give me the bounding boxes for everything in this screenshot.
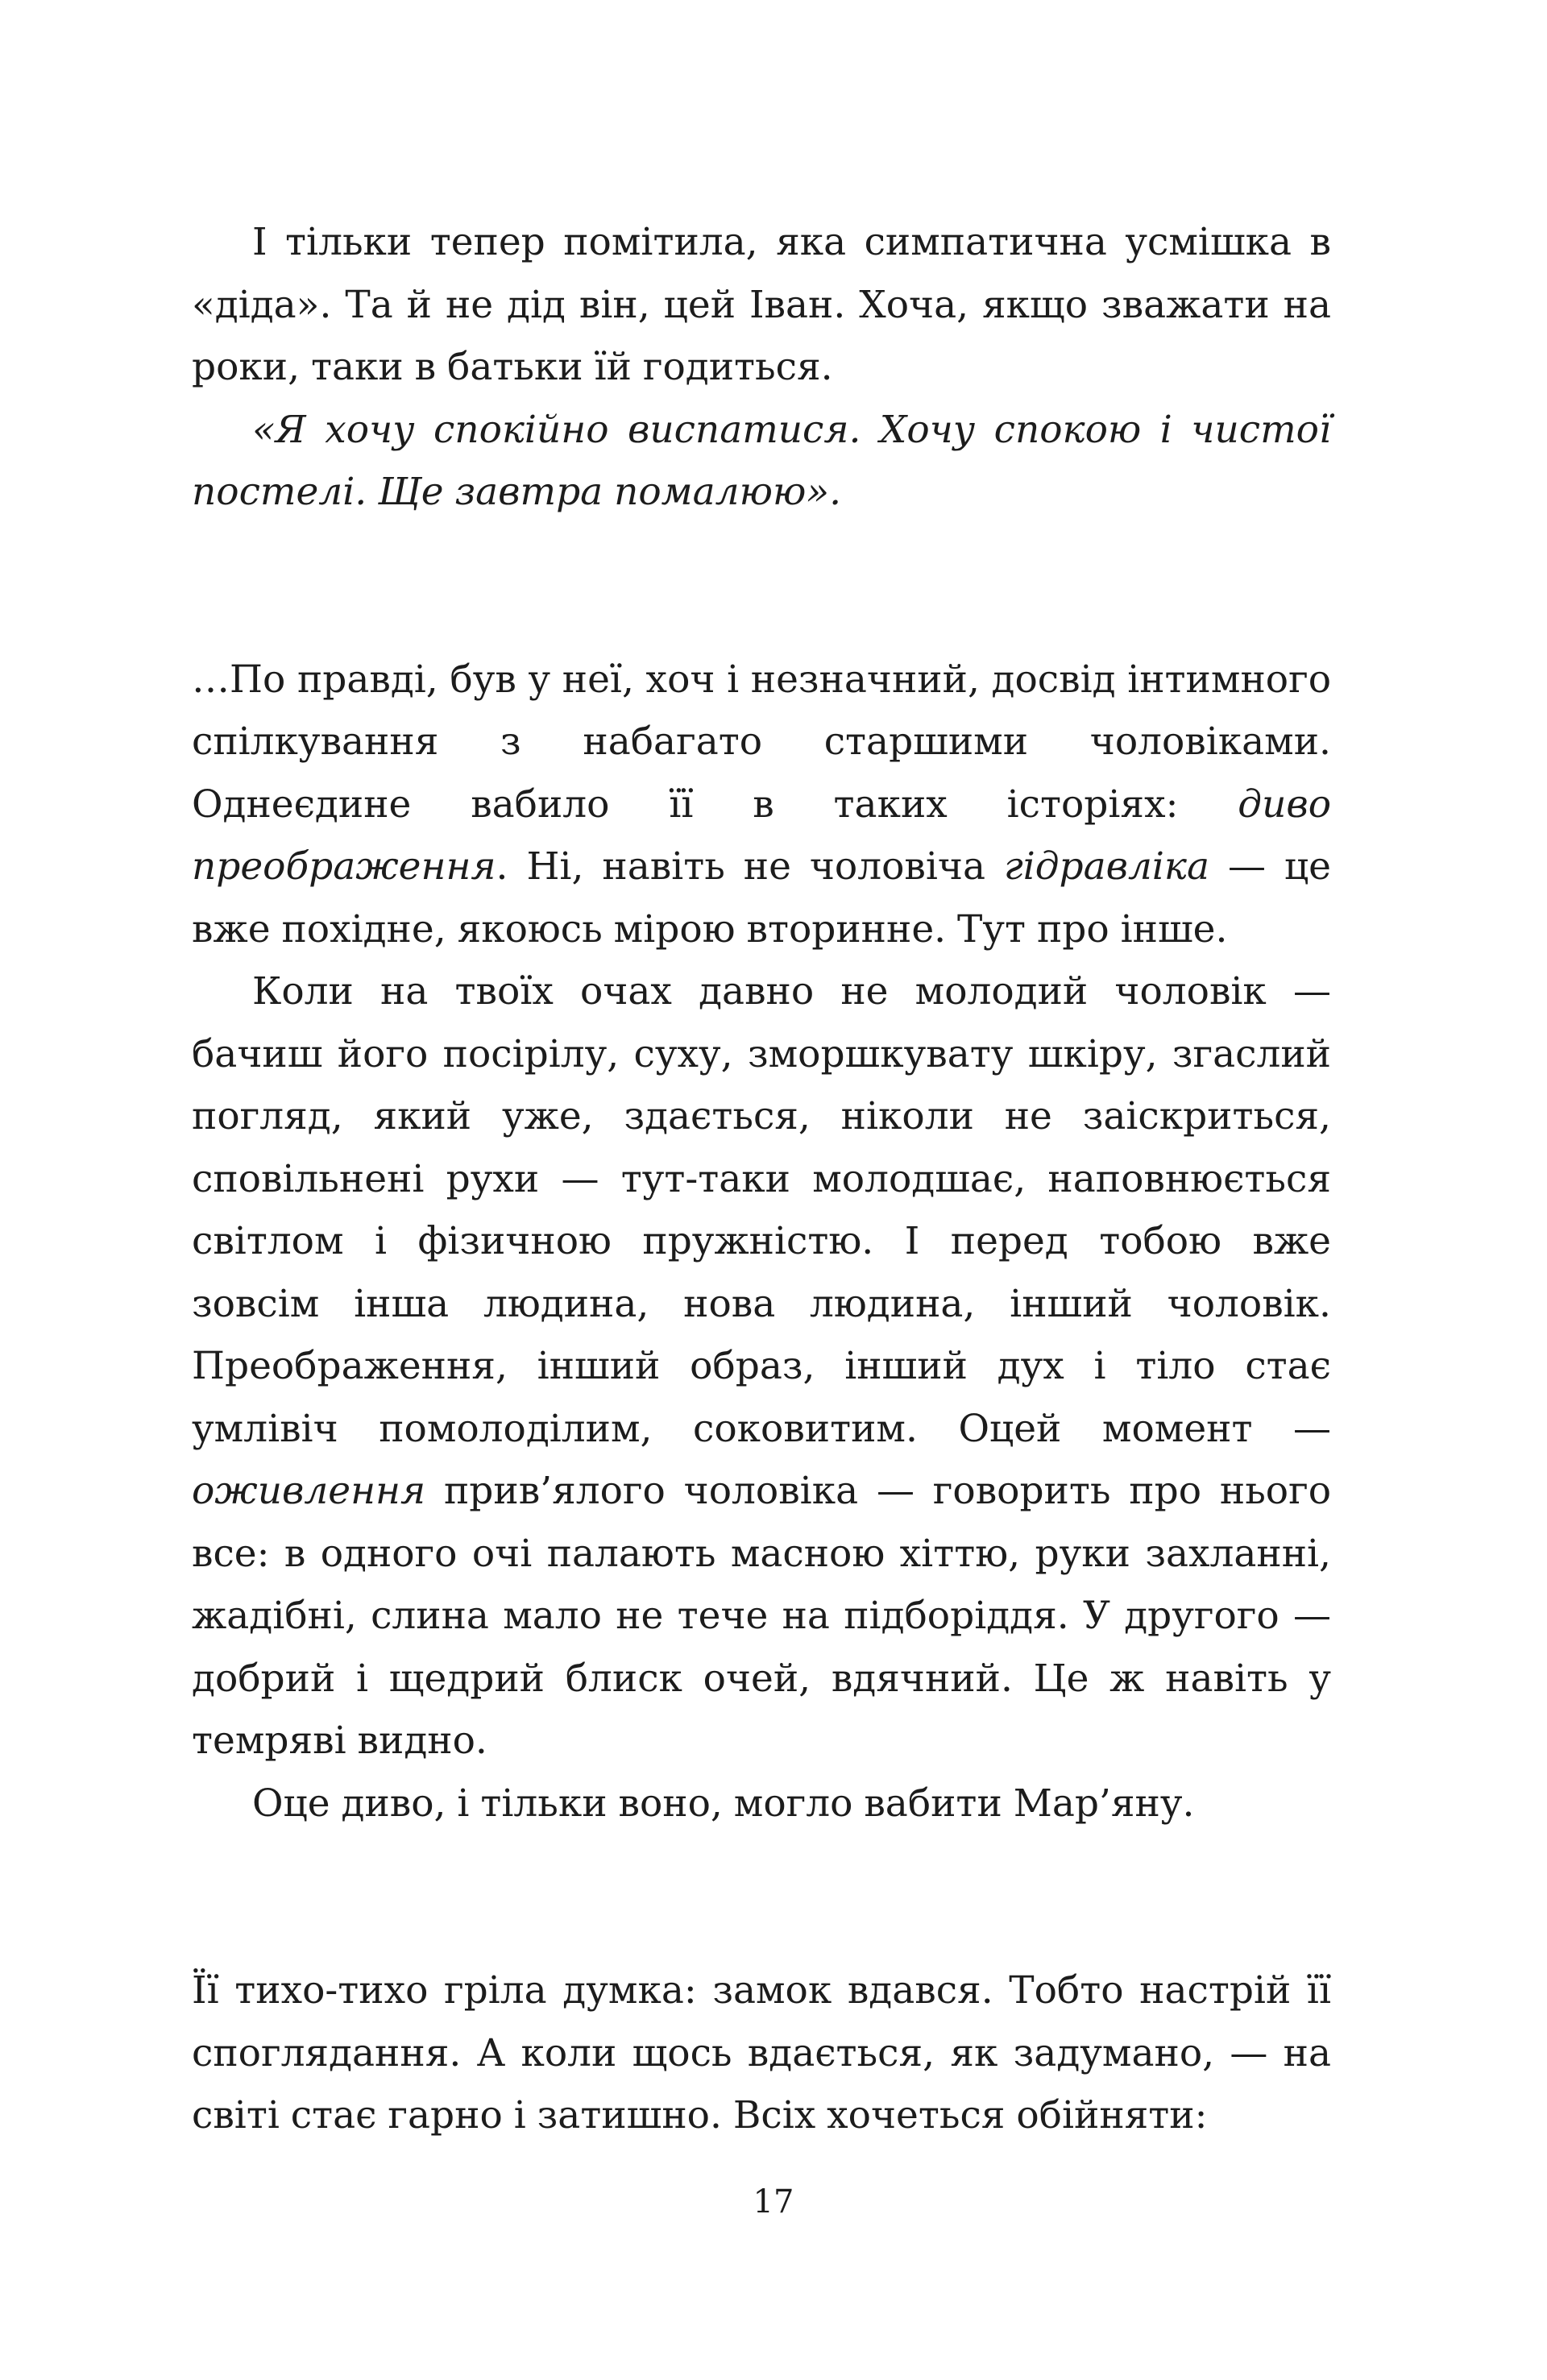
paragraph-2-italic-quote (192, 399, 1331, 524)
paragraph-3-emphasis-1: диво преображення (192, 782, 1331, 889)
paragraph-3-text-e: — це вже похідне, якоюсь мірою вторинне. Тут про інше. (192, 844, 1331, 952)
paragraph-5 (192, 1773, 1331, 1835)
paragraph-6 (192, 1959, 1331, 2147)
paragraph-4-text-c: прив’ялого чоловіка — говорить про нього все: в одного очі палають масною хіттю, руки захланні, жадібні, слина мало не тече на підборіддя. У другого — добрий і щедрий блиск очей, вдячний. Це ж навіть у темряві видно. (192, 1469, 1331, 1763)
section-break (192, 524, 1331, 649)
page-body (192, 211, 1331, 2147)
paragraph-1 (192, 211, 1331, 399)
paragraph-3 (192, 649, 1331, 961)
paragraph-4-emphasis: оживлення (192, 1469, 426, 1513)
page-number: 17 (753, 2183, 794, 2220)
paragraph-3-text-c: . Ні, навіть не чоловіча (496, 844, 1004, 889)
paragraph-2-text: «Я хочу спокійно виспатися. Хочу спокою і чистої постелі. Ще завтра помалюю». (192, 407, 1331, 514)
section-break (192, 1835, 1331, 1959)
paragraph-3-emphasis-2: гідравліка (1003, 844, 1210, 889)
paragraph-5-text: Оце диво, і тільки воно, могло вабити Мар’яну. (252, 1781, 1195, 1826)
paragraph-3-text-a: …По правді, був у неї, хоч і незначний, досвід інтимного спілкування з набагато старшими чоловіками. Однеєдине вабило її в таких історіях: (192, 657, 1331, 827)
paragraph-6-text: Її тихо-тихо гріла думка: замок вдався. Тобто настрій її споглядання. А коли щось вдається, як задумано, — на світі стає гарно і затишно. Всіх хочеться обійняти: (192, 1968, 1331, 2137)
paragraph-4-text-a: Коли на твоїх очах давно не молодий чоловік — бачиш його посірілу, суху, зморшкувату шкіру, згаслий погляд, який уже, здається, ніколи не заіскриться, сповільнені рухи — тут-таки молодшає, наповнюється світлом і фізичною пружністю. І перед тобою вже зовсім інша людина, нова людина, інший чоловік. Преображення, інший образ, інший дух і тіло стає умлівіч помолоділим, соковитим. Оцей момент — (192, 969, 1331, 1451)
paragraph-1-text: І тільки тепер помітила, яка симпатична усмішка в «діда». Та й не дід він, цей Іван. Хоча, якщо зважати на роки, таки в батьки їй годиться. (192, 220, 1331, 389)
paragraph-4 (192, 960, 1331, 1773)
